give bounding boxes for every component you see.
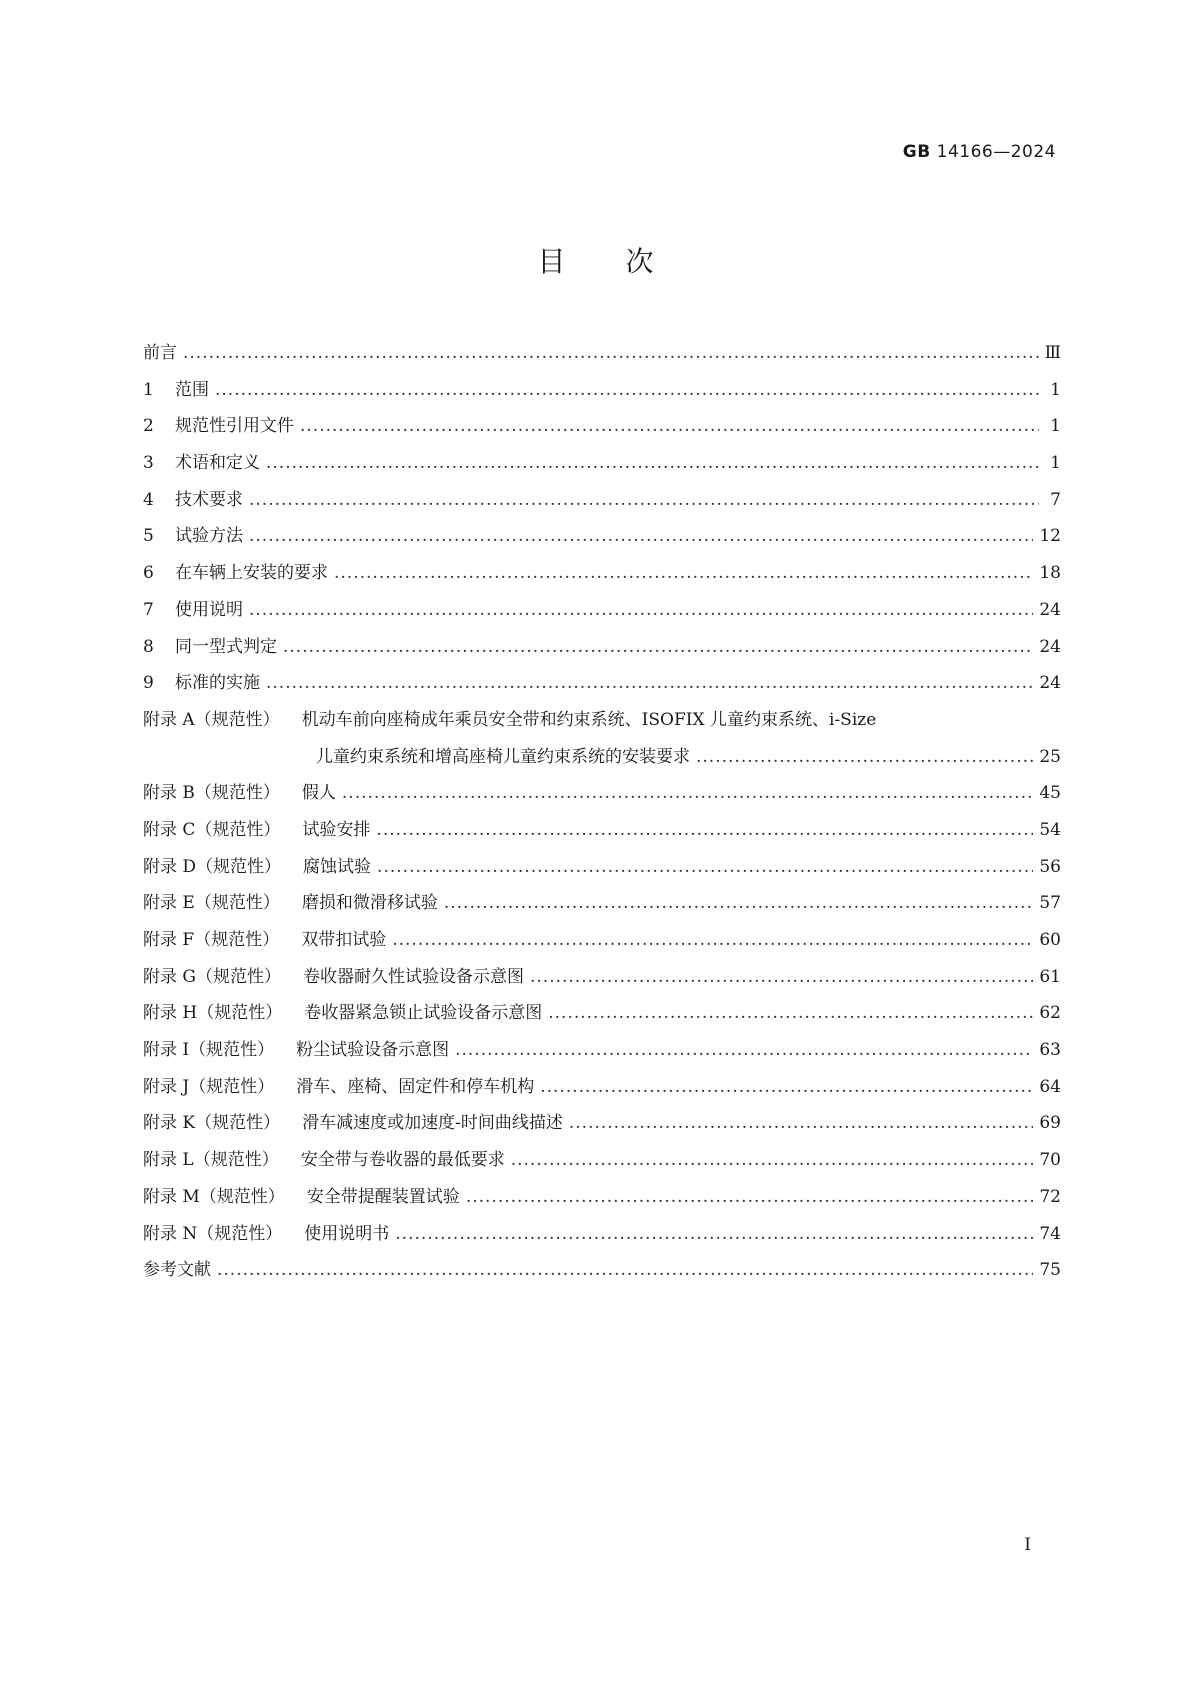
annex-prefix: 附录 K（规范性） xyxy=(143,1113,281,1134)
toc-entry-annex-m[interactable] xyxy=(143,1182,1061,1219)
dot-leader xyxy=(249,490,1039,510)
toc-entry-page: 45 xyxy=(1039,783,1061,804)
toc-entry-label: 试验安排 xyxy=(302,819,371,840)
dot-leader xyxy=(395,1224,1033,1244)
toc-entry-page: 18 xyxy=(1039,563,1061,584)
dot-leader xyxy=(334,563,1033,583)
dot-leader xyxy=(376,820,1033,840)
toc-entry-page: 63 xyxy=(1039,1040,1061,1061)
toc-entry-label: 安全带提醒装置试验 xyxy=(306,1186,460,1207)
toc-entry-label: 技术要求 xyxy=(175,489,243,510)
toc-entry-annex-g[interactable] xyxy=(143,962,1061,999)
toc-entry-annex-e[interactable] xyxy=(143,888,1061,925)
standard-code: 14166—2024 xyxy=(936,142,1056,162)
annex-prefix: 附录 I（规范性） xyxy=(143,1040,275,1061)
toc-entry-page: 64 xyxy=(1039,1076,1061,1097)
dot-leader xyxy=(266,453,1039,473)
toc-entry-page: 57 xyxy=(1039,893,1061,914)
toc-entry-chapter-3[interactable] xyxy=(143,448,1061,485)
toc-entry-chapter-9[interactable] xyxy=(143,668,1061,705)
toc-entry-annex-i[interactable] xyxy=(143,1035,1061,1072)
dot-leader xyxy=(444,893,1034,913)
toc-entry-label: 使用说明 xyxy=(175,599,243,620)
page-title: 目次 xyxy=(537,245,714,278)
toc-entry-label: 双带扣试验 xyxy=(301,930,387,950)
toc-entry-page: 54 xyxy=(1039,819,1061,840)
toc-entry-page: 25 xyxy=(1039,746,1061,767)
dot-leader xyxy=(530,967,1033,987)
toc-entry-label: 同一型式判定 xyxy=(175,636,277,657)
toc-entry-chapter-8[interactable] xyxy=(143,632,1061,669)
annex-prefix: 附录 D（规范性） xyxy=(143,856,282,877)
toc-entry-chapter-5[interactable] xyxy=(143,521,1061,558)
table-of-contents xyxy=(143,338,1061,1292)
annex-prefix: 附录 B（规范性） xyxy=(143,783,280,804)
toc-entry-label: 试验方法 xyxy=(175,526,243,547)
toc-entry-label: 卷收器紧急锁止试验设备示意图 xyxy=(304,1003,543,1024)
dot-leader xyxy=(300,416,1039,436)
annex-prefix: 附录 J（规范性） xyxy=(143,1076,275,1097)
toc-entry-annex-j[interactable] xyxy=(143,1072,1061,1109)
toc-entry-label: 粉尘试验设备示意图 xyxy=(296,1040,450,1061)
toc-entry-page: 24 xyxy=(1039,599,1061,620)
toc-entry-page: 56 xyxy=(1039,856,1061,877)
toc-entry-chapter-1[interactable] xyxy=(143,375,1061,412)
toc-entry-number: 2 xyxy=(143,416,154,437)
toc-entry-page: Ⅲ xyxy=(1044,343,1061,363)
toc-entry-chapter-7[interactable] xyxy=(143,595,1061,632)
toc-entry-label: 前言 xyxy=(143,343,177,363)
annex-prefix: 附录 G（规范性） xyxy=(143,966,281,987)
toc-entry-number: 3 xyxy=(143,453,154,474)
annex-prefix: 附录 A（规范性） xyxy=(143,709,280,730)
toc-entry-label: 安全带与卷收器的最低要求 xyxy=(300,1150,505,1171)
toc-entry-annex-b[interactable] xyxy=(143,778,1061,815)
toc-entry-label: 滑车减速度或加速度-时间曲线描述 xyxy=(302,1113,563,1134)
dot-leader xyxy=(377,857,1033,877)
annex-prefix: 附录 M（规范性） xyxy=(143,1186,285,1207)
toc-entry-number: 4 xyxy=(143,489,154,510)
toc-entry-label: 腐蚀试验 xyxy=(303,856,372,877)
dot-leader xyxy=(217,1260,1033,1280)
standard-prefix: GB xyxy=(902,142,931,162)
toc-entry-label: 磨损和微滑移试验 xyxy=(301,893,438,914)
toc-entry-number: 8 xyxy=(143,636,154,657)
dot-leader xyxy=(266,673,1033,693)
toc-entry-page: 24 xyxy=(1039,673,1061,694)
toc-entry-label: 范围 xyxy=(175,379,209,400)
dot-leader xyxy=(392,930,1033,950)
toc-entry-annex-a-continued[interactable] xyxy=(143,742,1061,779)
toc-entry-annex-a[interactable] xyxy=(143,705,1061,742)
toc-entry-label: 假人 xyxy=(301,783,336,804)
dot-leader xyxy=(511,1150,1034,1170)
toc-entry-label: 参考文献 xyxy=(143,1260,211,1281)
dot-leader xyxy=(183,343,1039,363)
page-number: I xyxy=(1024,1535,1031,1555)
toc-entry-label: 使用说明书 xyxy=(304,1223,390,1244)
dot-leader xyxy=(548,1003,1033,1023)
dot-leader xyxy=(283,637,1033,657)
toc-entry-page: 1 xyxy=(1050,416,1061,437)
dot-leader xyxy=(569,1113,1034,1133)
toc-entry-page: 70 xyxy=(1039,1150,1061,1171)
toc-entry-chapter-2[interactable] xyxy=(143,411,1061,448)
toc-entry-annex-c[interactable] xyxy=(143,815,1061,852)
annex-prefix: 附录 F（规范性） xyxy=(143,930,280,950)
toc-entry-annex-d[interactable] xyxy=(143,852,1061,889)
toc-entry-label: 机动车前向座椅成年乘员安全带和约束系统、ISOFIX 儿童约束系统、i-Size xyxy=(301,709,877,730)
toc-entry-label: 在车辆上安装的要求 xyxy=(175,563,328,584)
toc-entry-page: 1 xyxy=(1050,453,1061,474)
toc-entry-label: 规范性引用文件 xyxy=(175,416,294,437)
toc-entry-page: 61 xyxy=(1039,966,1061,987)
toc-entry-label: 儿童约束系统和增高座椅儿童约束系统的安装要求 xyxy=(316,746,690,767)
toc-entry-page: 62 xyxy=(1039,1003,1061,1024)
dot-leader xyxy=(215,380,1039,400)
toc-entry-page: 74 xyxy=(1039,1223,1061,1244)
toc-entry-page: 7 xyxy=(1050,489,1061,510)
toc-entry-page: 12 xyxy=(1039,526,1061,547)
annex-prefix: 附录 N（规范性） xyxy=(143,1223,283,1244)
toc-entry-annex-h[interactable] xyxy=(143,998,1061,1035)
dot-leader xyxy=(540,1077,1033,1097)
toc-entry-annex-f[interactable] xyxy=(143,925,1061,962)
toc-entry-page: 60 xyxy=(1039,930,1061,950)
toc-entry-page: 72 xyxy=(1039,1186,1061,1207)
toc-entry-label: 标准的实施 xyxy=(175,673,260,694)
toc-entry-annex-l[interactable] xyxy=(143,1145,1061,1182)
toc-entry-number: 9 xyxy=(143,673,154,694)
annex-prefix: 附录 C（规范性） xyxy=(143,819,281,840)
toc-entry-page: 24 xyxy=(1039,636,1061,657)
annex-prefix: 附录 H（规范性） xyxy=(143,1003,283,1024)
dot-leader xyxy=(696,747,1033,767)
standard-number xyxy=(903,142,1056,162)
toc-entry-label: 滑车、座椅、固定件和停车机构 xyxy=(296,1076,535,1097)
toc-entry-number: 6 xyxy=(143,563,154,584)
annex-prefix: 附录 E（规范性） xyxy=(143,893,280,914)
dot-leader xyxy=(249,526,1033,546)
toc-entry-annex-k[interactable] xyxy=(143,1108,1061,1145)
dot-leader xyxy=(342,783,1033,803)
toc-entry-number: 1 xyxy=(143,379,154,400)
annex-prefix: 附录 L（规范性） xyxy=(143,1150,279,1171)
dot-leader xyxy=(455,1040,1033,1060)
toc-entry-chapter-4[interactable] xyxy=(143,485,1061,522)
toc-entry-number: 7 xyxy=(143,599,154,620)
toc-entry-page: 69 xyxy=(1039,1113,1061,1134)
toc-entry-chapter-6[interactable] xyxy=(143,558,1061,595)
toc-entry-page: 1 xyxy=(1050,379,1061,400)
toc-entry-number: 5 xyxy=(143,526,154,547)
toc-entry-label: 卷收器耐久性试验设备示意图 xyxy=(302,966,524,987)
toc-entry-preface[interactable] xyxy=(143,338,1061,375)
dot-leader xyxy=(249,600,1033,620)
toc-entry-references[interactable] xyxy=(143,1255,1061,1292)
toc-entry-page: 75 xyxy=(1039,1260,1061,1281)
toc-entry-label: 术语和定义 xyxy=(175,453,260,474)
dot-leader xyxy=(466,1187,1034,1207)
toc-entry-annex-n[interactable] xyxy=(143,1219,1061,1256)
